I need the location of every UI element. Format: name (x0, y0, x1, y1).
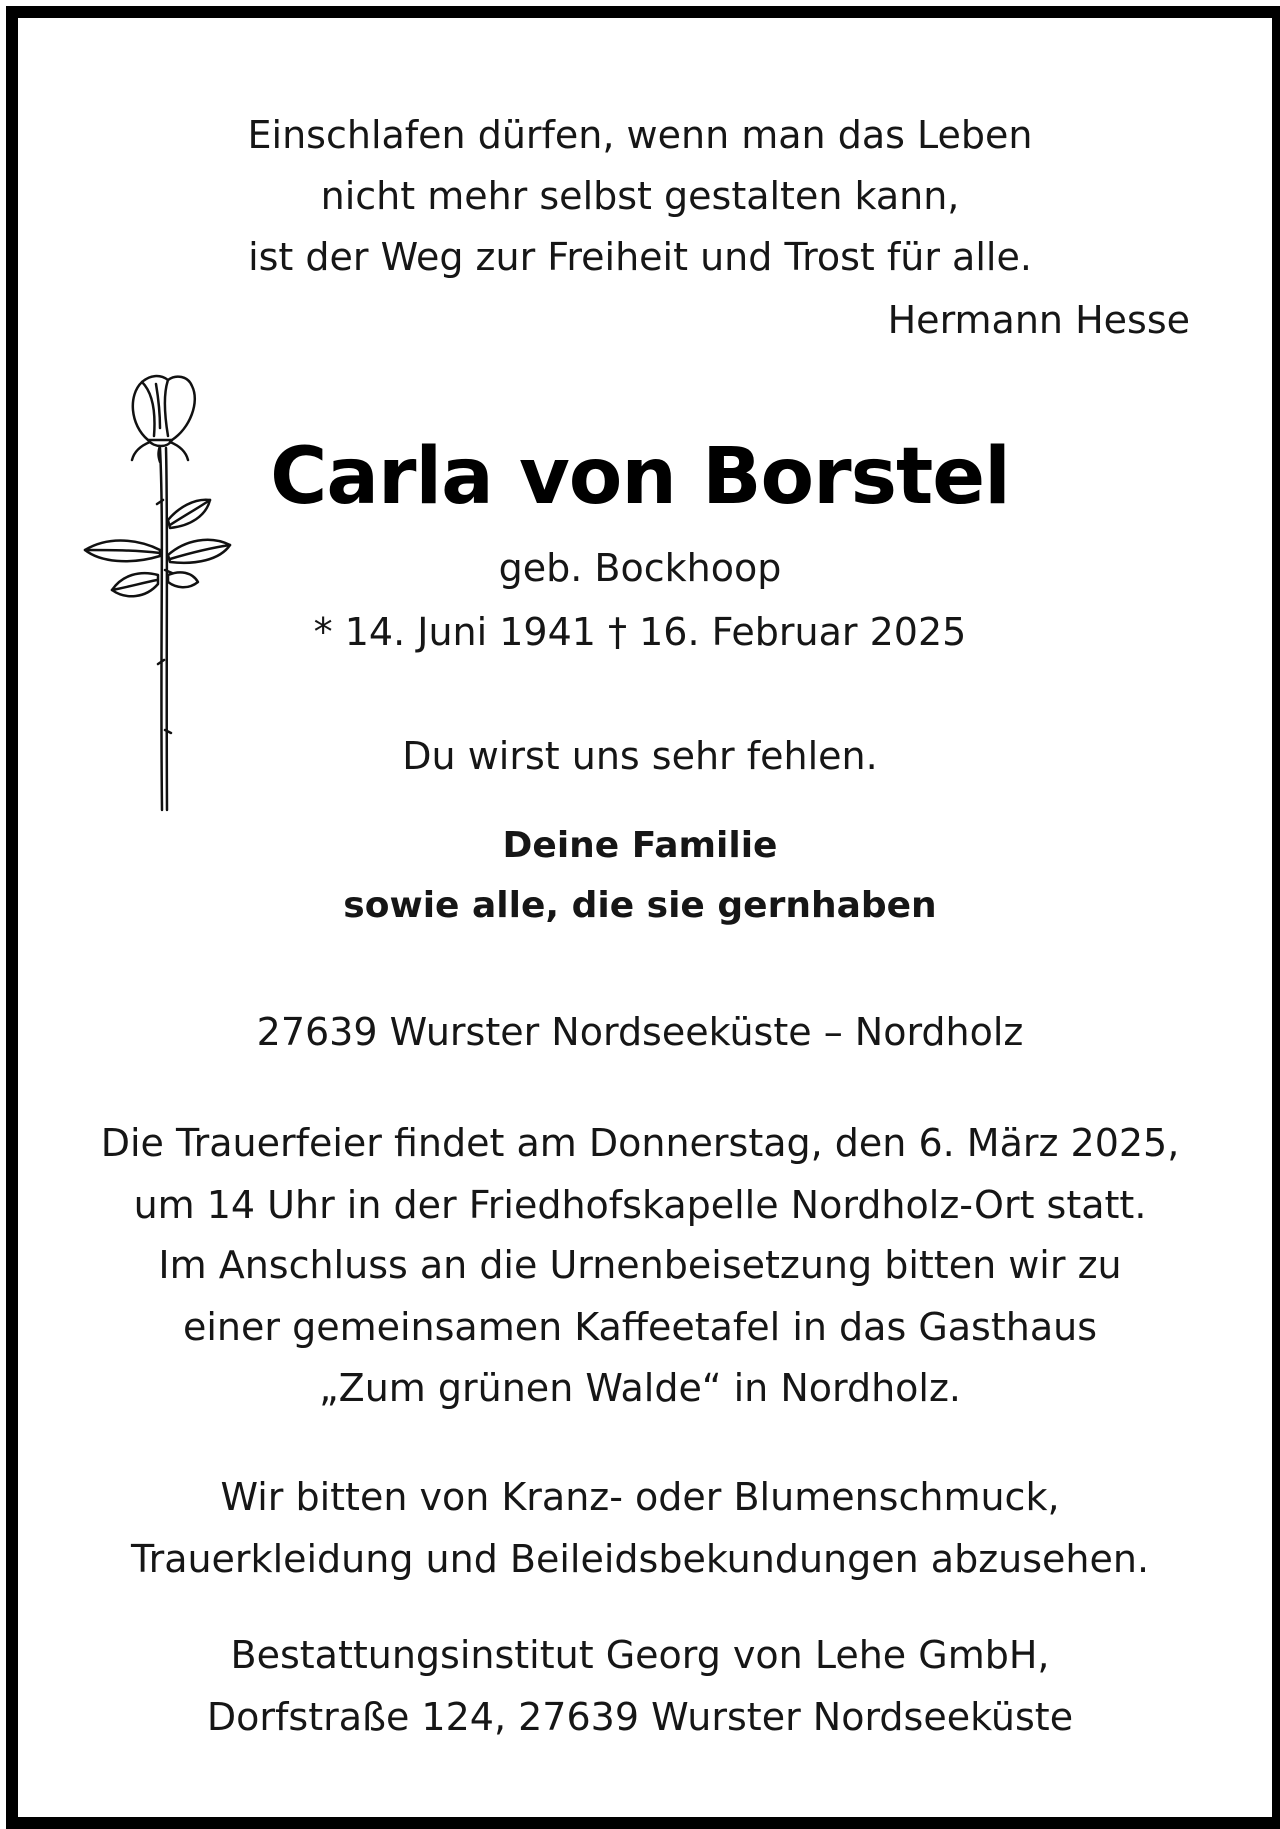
farewell-message: Du wirst uns sehr fehlen. (402, 734, 878, 778)
request-line-2: Trauerkleidung und Beileidsbekundungen abzusehen. (130, 1537, 1150, 1581)
quote-line-1: Einschlafen dürfen, wenn man das Leben (247, 113, 1033, 157)
ceremony-line-1: Die Trauerfeier findet am Donnerstag, den 6. März 2025, (100, 1121, 1180, 1165)
deceased-name: Carla von Borstel (270, 432, 1010, 522)
funeral-home-line-1: Bestattungsinstitut Georg von Lehe GmbH, (230, 1633, 1050, 1677)
life-dates: * 14. Juni 1941 † 16. Februar 2025 (313, 610, 967, 654)
location: 27639 Wurster Nordseeküste – Nordholz (256, 1010, 1024, 1054)
mourners-line-2: sowie alle, die sie gernhaben (343, 885, 937, 926)
quote-line-3: ist der Weg zur Freiheit und Trost für alle. (248, 235, 1032, 279)
request-line-1: Wir bitten von Kranz- oder Blumenschmuck, (220, 1475, 1060, 1519)
ceremony-line-5: „Zum grünen Walde“ in Nordholz. (319, 1366, 961, 1410)
ceremony-line-2: um 14 Uhr in der Friedhofskapelle Nordholz-Ort statt. (133, 1183, 1147, 1227)
ceremony-line-4: einer gemeinsamen Kaffeetafel in das Gasthaus (182, 1305, 1098, 1349)
quote-author: Hermann Hesse (887, 298, 1190, 342)
mourners-line-1: Deine Familie (502, 825, 778, 866)
ceremony-line-3: Im Anschluss an die Urnenbeisetzung bitten wir zu (158, 1243, 1122, 1287)
birth-name: geb. Bockhoop (498, 546, 782, 590)
funeral-home-line-2: Dorfstraße 124, 27639 Wurster Nordseeküste (206, 1695, 1074, 1739)
quote-line-2: nicht mehr selbst gestalten kann, (320, 174, 960, 218)
